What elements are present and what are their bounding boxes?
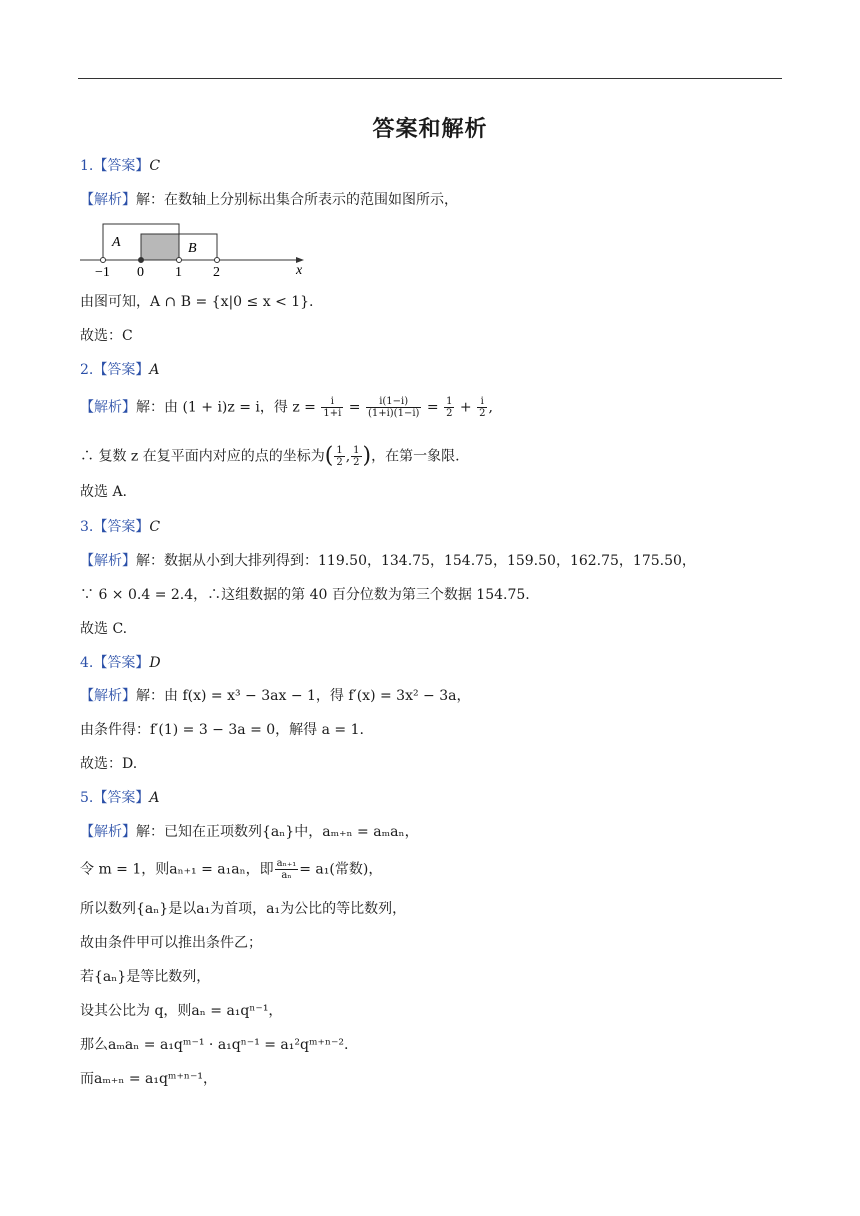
q5-number: 5. xyxy=(80,790,94,806)
q2-quadrant-text: ，在第一象限. xyxy=(371,448,460,465)
q2-answer-tag: 【答案】 xyxy=(93,362,150,378)
q4-condition-line: 由条件得：f′(1) = 3 − 3a = 0，解得 a = 1. xyxy=(80,722,364,738)
intersection-shade xyxy=(141,234,179,260)
q1-conclusion: 由图可知，A ∩ B = {x|0 ≤ x < 1}. xyxy=(80,294,314,310)
q2-analysis-tag: 【解析】 xyxy=(80,399,136,416)
q5-answer-line xyxy=(80,788,159,808)
tick-neg1: −1 xyxy=(95,265,110,280)
q2-frac-3: $\frac{1}{2}$ xyxy=(446,396,453,419)
q5-line7: 那么aₘaₙ = a₁qᵐ⁻¹ · a₁qⁿ⁻¹ = a₁²qᵐ⁺ⁿ⁻². xyxy=(80,1037,349,1053)
q2-frac-4: $\frac{i}{2}$ xyxy=(479,396,486,419)
tick-0: 0 xyxy=(137,265,144,280)
tick-1: 1 xyxy=(175,265,182,280)
axis-var: x xyxy=(296,263,303,278)
header-rule xyxy=(78,78,782,79)
q5-analysis-line xyxy=(80,822,419,842)
q2-coord-text: ∴ 复数 z 在复平面内对应的点的坐标为 xyxy=(80,448,325,465)
q3-percentile-line: ∵ 6 × 0.4 = 2.4，∴这组数据的第 40 百分位数为第三个数据 154.75. xyxy=(80,587,530,603)
q5-answer: A xyxy=(149,790,160,806)
q4-analysis-line xyxy=(80,686,470,706)
q2-frac-2: $\frac{i(1-i)}{(1+i)(1-i)}$ xyxy=(367,396,420,419)
q2-answer: A xyxy=(149,362,160,378)
q3-choice: 故选 C. xyxy=(80,621,128,637)
q5-ratio-const: = a₁(常数)， xyxy=(299,861,383,878)
q4-analysis-tag: 【解析】 xyxy=(80,688,136,704)
q5-answer-tag: 【答案】 xyxy=(93,790,150,806)
q3-analysis-line xyxy=(80,551,696,571)
q4-answer-line xyxy=(80,653,161,673)
label-a: A xyxy=(112,235,121,250)
tick-2: 2 xyxy=(213,265,220,280)
point-1 xyxy=(177,258,182,263)
q1-analysis-text: 解：在数轴上分别标出集合所表示的范围如图所示， xyxy=(136,192,458,208)
q5-analysis-tag: 【解析】 xyxy=(80,824,136,840)
q3-answer: C xyxy=(149,519,161,535)
q4-answer: D xyxy=(149,655,161,671)
q4-analysis-text: 解：由 f(x) = x³ − 3ax − 1，得 f′(x) = 3x² − 3a， xyxy=(136,688,471,704)
q2-coord-line: ∴ 复数 z 在复平面内对应的点的坐标为( $\frac{1}{2}$ , $\frac{1}{2}$ )，在第一象限. xyxy=(80,443,460,469)
point-neg1 xyxy=(101,258,106,263)
q2-analysis-text: 解：由 (1 + i)z = i，得 z = xyxy=(136,399,321,416)
point-0 xyxy=(139,258,144,263)
q1-analysis-tag: 【解析】 xyxy=(80,192,136,208)
q5-ratio-line xyxy=(80,858,382,881)
q1-analysis-line xyxy=(80,190,458,210)
q2-coord-frac-2: $\frac{1}{2}$ xyxy=(353,445,360,468)
q5-analysis-text: 解：已知在正项数列{aₙ}中，aₘ₊ₙ = aₘaₙ， xyxy=(136,824,419,840)
q2-frac-1: $\frac{i}{1+i}$ xyxy=(323,396,342,419)
q5-line3: 所以数列{aₙ}是以a₁为首项，a₁为公比的等比数列， xyxy=(80,901,407,917)
q3-answer-line xyxy=(80,517,160,537)
q5-ratio-frac: $\frac{\text{aₙ₊₁}}{\text{aₙ}}$ xyxy=(276,858,297,881)
q2-coord-frac-1: $\frac{1}{2}$ xyxy=(336,445,343,468)
number-line-figure xyxy=(78,222,318,282)
label-b: B xyxy=(188,241,197,256)
q1-answer: C xyxy=(149,158,161,174)
q4-choice: 故选：D. xyxy=(80,756,138,772)
q5-line5: 若{aₙ}是等比数列， xyxy=(80,969,211,985)
q2-number: 2. xyxy=(80,362,94,378)
q2-choice: 故选 A. xyxy=(80,484,128,500)
q1-answer-tag: 【答案】 xyxy=(93,158,150,174)
q2-answer-line xyxy=(80,360,159,380)
q3-analysis-text: 解：数据从小到大排列得到：119.50，134.75，154.75，159.50，162.75，175.50， xyxy=(136,553,696,569)
q4-number: 4. xyxy=(80,655,94,671)
q3-number: 3. xyxy=(80,519,94,535)
q1-number: 1. xyxy=(80,158,94,174)
q1-choice: 故选：C xyxy=(80,328,133,344)
page-title: 答案和解析 xyxy=(372,117,488,142)
q3-analysis-tag: 【解析】 xyxy=(80,553,136,569)
q5-line8: 而aₘ₊ₙ = a₁qᵐ⁺ⁿ⁻¹， xyxy=(80,1071,217,1087)
q5-line4: 故由条件甲可以推出条件乙； xyxy=(80,935,262,951)
q3-answer-tag: 【答案】 xyxy=(93,519,150,535)
q2-analysis-line: 【解析】解：由 (1 + i)z = i，得 z = $\frac{i}{1+i}$ = $\frac{i(1-i)}{(1+i)(1-i)}$ = $\frac{1}{2}$ + $\frac{i}{2}$ , xyxy=(80,396,493,419)
q1-answer-line xyxy=(80,156,160,176)
q5-line6: 设其公比为 q，则aₙ = a₁qⁿ⁻¹， xyxy=(80,1003,283,1019)
q4-answer-tag: 【答案】 xyxy=(93,655,150,671)
point-2 xyxy=(215,258,220,263)
q5-ratio-text: 令 m = 1，则aₙ₊₁ = a₁aₙ，即 xyxy=(80,861,274,878)
